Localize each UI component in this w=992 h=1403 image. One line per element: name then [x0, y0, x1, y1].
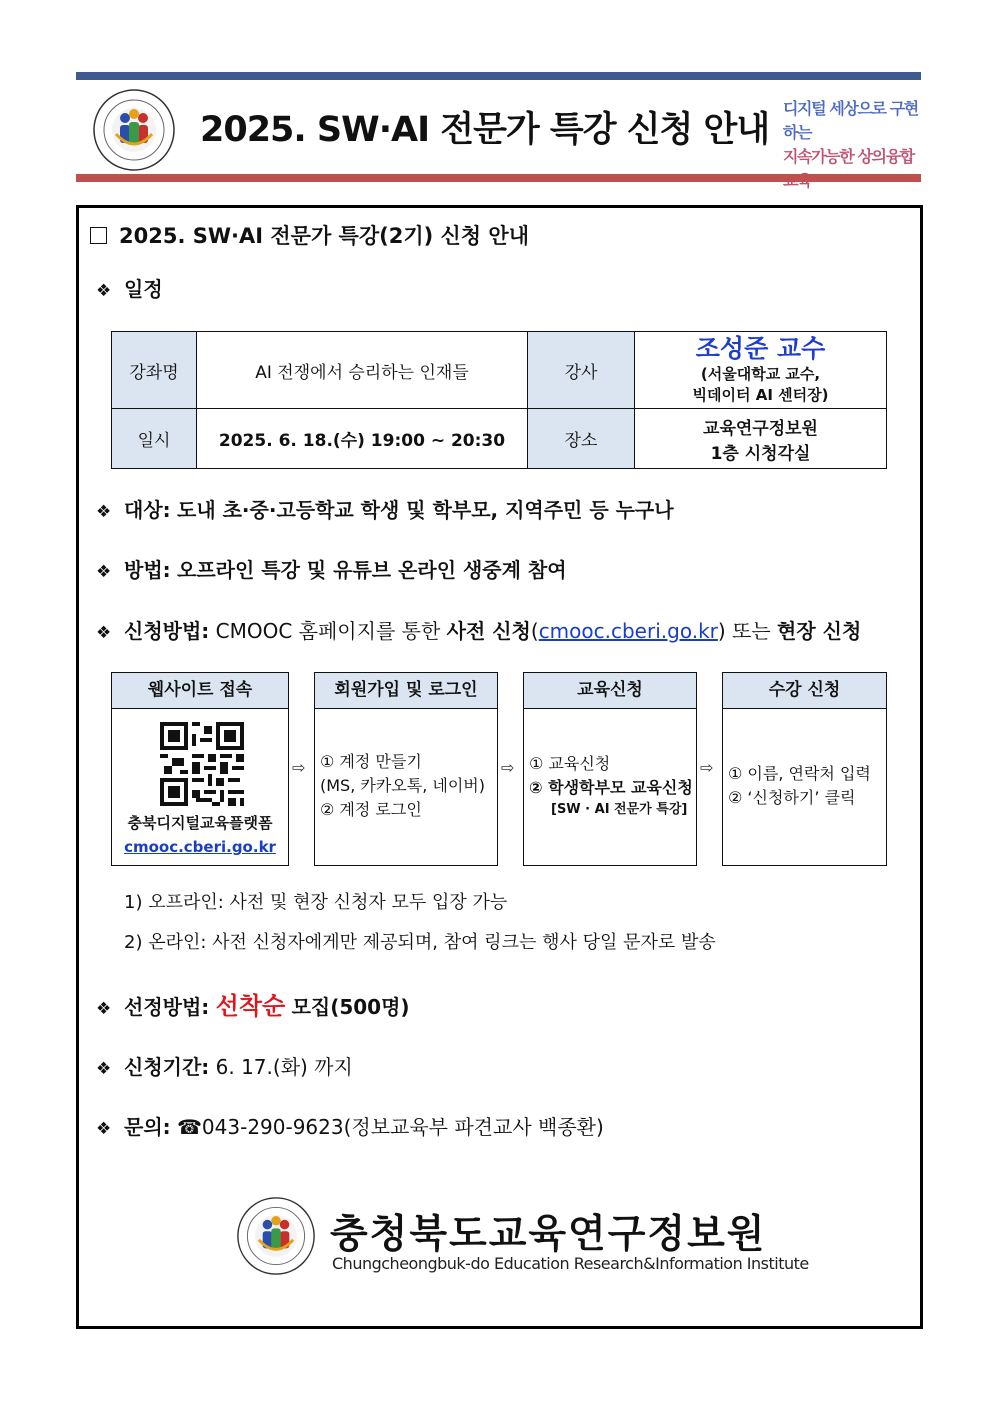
place-label: 장소 — [528, 409, 635, 469]
footer-logo-icon — [236, 1196, 316, 1276]
register-step-1: ① 이름, 연락처 입력 — [728, 764, 871, 783]
register-step-2: ② ‘신청하기’ 클릭 — [728, 788, 856, 807]
institute-logo-icon — [92, 88, 176, 172]
method-value: 오프라인 특강 및 유튜브 온라인 생중계 참여 — [177, 558, 567, 582]
place-cell — [635, 409, 887, 469]
contact-value: 043-290-9623(정보교육부 파견교사 백종환) — [201, 1115, 604, 1139]
diamond-bullet-icon: ❖ — [96, 502, 112, 522]
diamond-bullet-icon: ❖ — [96, 1119, 112, 1139]
note-offline: 1) 오프라인: 사전 및 현장 신청자 모두 입장 가능 — [124, 892, 508, 913]
signup-step-2: ② 계정 로그인 — [320, 800, 422, 819]
speaker-affiliation-2: 빅데이터 AI 센터장) — [692, 386, 829, 404]
date-value: 2025. 6. 18.(수) 19:00 ~ 20:30 — [197, 409, 528, 469]
page-title: 2025. SW·AI 전문가 특강 신청 안내 — [200, 110, 770, 150]
apply-text-2: 또는 — [732, 619, 771, 643]
education-step-2: ② 학생학부모 교육신청 — [529, 778, 693, 797]
speaker-cell — [635, 332, 887, 409]
place-line-2: 1층 시청각실 — [710, 443, 811, 464]
education-step-2-note: [SW · AI 전문가 특강] — [551, 802, 688, 817]
footer-institute-english: Chungcheongbuk-do Education Research&Information Institute — [332, 1254, 809, 1273]
diamond-bullet-icon: ❖ — [96, 1059, 112, 1079]
lecture-value: AI 전쟁에서 승리하는 인재들 — [197, 332, 528, 409]
platform-name: 충북디지털교육플랫폼 — [127, 814, 273, 832]
apply-text-1: CMOOC 홈페이지를 통한 — [215, 619, 441, 643]
period-item — [96, 1051, 353, 1080]
signup-step-1: ① 계정 만들기 — [320, 752, 422, 771]
footer-institute-name: 충청북도교육연구정보원 — [330, 1212, 767, 1257]
schedule-row-lecture — [112, 332, 887, 409]
cmooc-link[interactable]: cmooc.cberi.go.kr — [538, 619, 718, 643]
phone-icon: ☎ — [177, 1115, 202, 1139]
apply-paren-open: ( — [530, 619, 539, 643]
qr-code-icon[interactable] — [160, 722, 244, 806]
apply-item — [96, 615, 861, 644]
method-label: 방법: — [124, 558, 171, 582]
selection-highlight: 선착순 — [215, 992, 286, 1020]
checkbox-square-icon — [90, 227, 107, 244]
contact-label: 문의: — [124, 1115, 171, 1139]
speaker-label: 강사 — [528, 332, 635, 409]
education-step-1: ① 교육신청 — [529, 754, 611, 773]
step-header-register: 수강 신청 — [723, 673, 886, 709]
speaker-affiliation-1: (서울대학교 교수, — [700, 365, 821, 383]
diamond-bullet-icon: ❖ — [96, 281, 112, 301]
arrow-right-icon: ⇨ — [700, 758, 714, 777]
section-title — [90, 220, 529, 250]
selection-label: 선정방법: — [124, 995, 210, 1019]
diamond-bullet-icon: ❖ — [96, 562, 112, 582]
arrow-right-icon: ⇨ — [501, 758, 515, 777]
platform-link[interactable]: cmooc.cberi.go.kr — [124, 838, 276, 856]
slogan-line-1: 디지털 세상으로 구현하는 — [783, 99, 918, 142]
header-bar-top — [76, 72, 921, 80]
selection-item — [96, 986, 410, 1021]
section-title-text: 2025. SW·AI 전문가 특강(2기) 신청 안내 — [119, 224, 529, 248]
target-label: 대상: — [124, 498, 171, 522]
signup-steps — [320, 750, 485, 822]
schedule-heading — [96, 273, 163, 302]
schedule-row-date — [112, 409, 887, 469]
target-item — [96, 494, 674, 523]
register-steps — [728, 762, 871, 810]
note-online: 2) 온라인: 사전 신청자에게만 제공되며, 참여 링크는 행사 당일 문자로 발송 — [124, 932, 716, 953]
signup-step-1-note: (MS, 카카오톡, 네이버) — [320, 776, 485, 795]
target-value: 도내 초·중·고등학교 학생 및 학부모, 지역주민 등 누구나 — [177, 498, 674, 522]
schedule-table — [111, 331, 887, 469]
arrow-right-icon: ⇨ — [292, 758, 306, 777]
selection-rest: 모집(500명) — [291, 995, 410, 1019]
slogan-line-2: 지속가능한 상의융합 — [783, 147, 914, 166]
diamond-bullet-icon: ❖ — [96, 999, 112, 1019]
step-header-signup: 회원가입 및 로그인 — [315, 673, 497, 709]
schedule-label: 일정 — [124, 277, 163, 301]
contact-item — [96, 1111, 604, 1140]
period-value: 6. 17.(화) 까지 — [215, 1055, 353, 1079]
website-caption — [112, 811, 288, 859]
method-item — [96, 554, 567, 583]
speaker-name: 조성준 교수 — [695, 334, 826, 363]
step-header-website: 웹사이트 접속 — [112, 673, 288, 709]
apply-label: 신청방법: — [124, 619, 210, 643]
date-label: 일시 — [112, 409, 197, 469]
period-label: 신청기간: — [124, 1055, 210, 1079]
step-header-education: 교육신청 — [524, 673, 696, 709]
education-steps — [529, 752, 693, 820]
apply-bold-1: 사전 신청 — [446, 619, 531, 643]
apply-paren-close: ) — [717, 619, 726, 643]
diamond-bullet-icon: ❖ — [96, 623, 112, 643]
apply-bold-2: 현장 신청 — [777, 619, 862, 643]
place-line-1: 교육연구정보원 — [703, 418, 818, 439]
header-bar-bottom — [76, 174, 921, 182]
lecture-label: 강좌명 — [112, 332, 197, 409]
